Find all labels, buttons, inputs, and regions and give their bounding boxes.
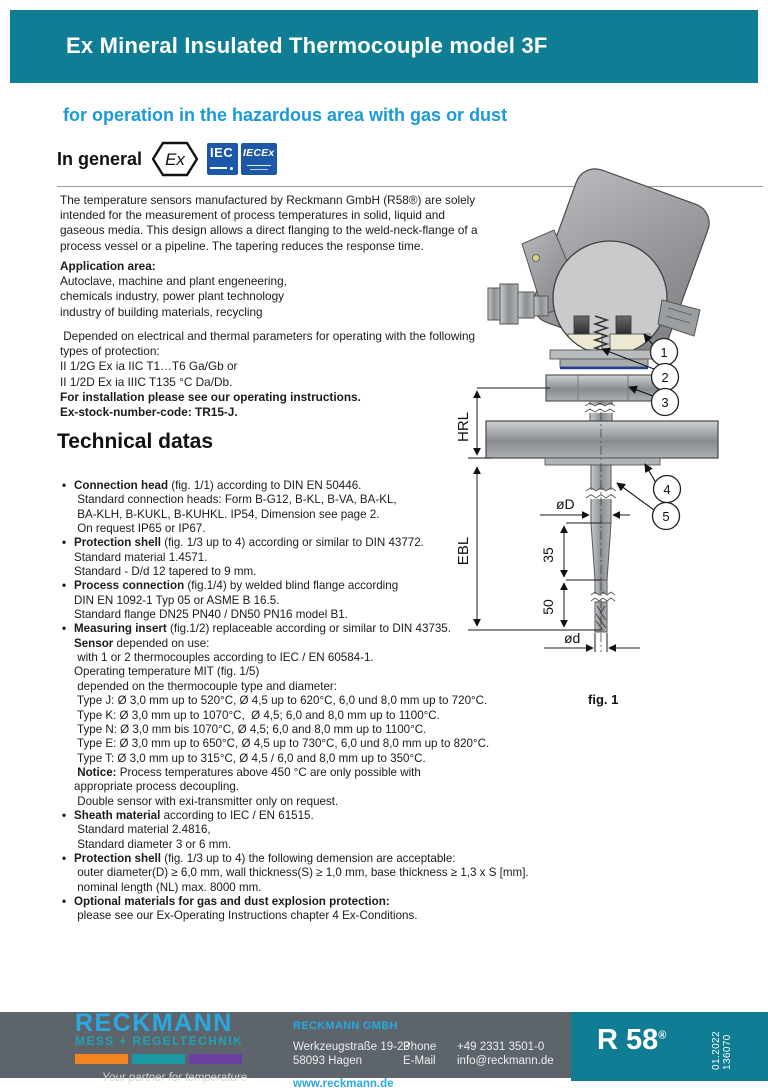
text-line: Autoclave, machine and plant engeneering, <box>60 274 287 289</box>
callout-4 <box>654 476 681 503</box>
email-link[interactable]: info@reckmann.de <box>457 1054 554 1067</box>
text-line: • Measuring insert (fig.1/2) replaceable according or similar to DIN 43735. <box>74 622 451 636</box>
iec-logo-text: IEC <box>210 145 234 160</box>
bullet-item <box>60 895 529 924</box>
contact-block <box>403 1041 554 1068</box>
text-line: Standard material 1.4571. <box>74 550 208 564</box>
ex-logo-text: Ex <box>165 150 185 169</box>
text-line: depended on the thermocouple type and diameter: <box>74 679 337 693</box>
brand-name: RECKMANN <box>75 1009 233 1037</box>
dim-label-ebl: EBL <box>455 536 472 566</box>
dim-label-35: 35 <box>540 547 556 563</box>
callout-2 <box>652 364 679 391</box>
text-line: • Optional materials for gas and dust explosion protection: <box>74 894 390 908</box>
svg-text:3: 3 <box>661 395 669 410</box>
text-line: For installation please see our operating instructions. <box>60 389 361 404</box>
text-line: gaseous media. This design allows a direct flanging to the weld-neck-flange of a <box>60 223 478 238</box>
svg-text:4: 4 <box>663 482 671 497</box>
text-line: Standard flange DN25 PN40 / DN50 PN16 model B1. <box>74 608 348 622</box>
text-line: Type N: Ø 3,0 mm bis 1070°C, Ø 4,5; 6,0 and 8,0 mm up to 1100°C. <box>74 722 427 736</box>
text-line: Standard material 2.4816, <box>74 823 211 837</box>
text-line: DIN EN 1092-1 Typ 05 or ASME B 16.5. <box>74 593 280 607</box>
flange-drawing <box>486 421 718 465</box>
email-label: E-Mail <box>403 1054 436 1067</box>
text-line: Double sensor with exi-transmitter only on request. <box>74 794 339 808</box>
iec-logo-icon <box>207 143 238 175</box>
figure-caption: fig. 1 <box>588 692 619 707</box>
text-line: II 1/2G Ex ia IIC T1…T6 Ga/Gb or <box>60 359 238 374</box>
phone-label: Phone <box>403 1041 437 1053</box>
text-line: Type E: Ø 3,0 mm up to 650°C, Ø 4,5 up to 730°C, 6,0 und 8,0 mm up to 820°C. <box>74 737 490 751</box>
header-bar <box>10 10 758 83</box>
section-heading-in-general: In general <box>57 148 143 169</box>
r58-badge: R 58® <box>597 1024 667 1056</box>
text-line: Application area: <box>60 259 156 273</box>
text-line: Operating temperature MIT (fig. 1/5) <box>74 665 260 679</box>
text-line: please see our Ex-Operating Instructions chapter 4 Ex-Conditions. <box>74 909 418 923</box>
text-line: with 1 or 2 thermocouples according to IEC / EN 60584-1. <box>74 651 374 665</box>
text-line: intended for the measurement of process temperatures in solid, liquid and <box>60 208 445 223</box>
svg-text:2: 2 <box>661 370 669 385</box>
text-line: The temperature sensors manufactured by Reckmann GmbH (R58®) are solely <box>60 193 476 207</box>
text-line: Sensor depended on use: <box>74 636 210 650</box>
text-line: types of protection: <box>60 344 160 359</box>
connection-head-drawing <box>488 163 715 422</box>
svg-text:5: 5 <box>662 509 670 524</box>
text-line: Ex-stock-number-code: TR15-J. <box>60 405 238 420</box>
intro-paragraph <box>60 193 478 254</box>
brand-tagline: Your partner for temperature <box>101 1072 247 1084</box>
ex-hazard-logo-icon <box>152 141 198 177</box>
text-line: • Process connection (fig.1/4) by welded blind flange according <box>74 579 399 593</box>
text-line: nominal length (NL) max. 8000 mm. <box>74 880 262 894</box>
document-number: 01.2022 136070 <box>711 1031 733 1070</box>
technical-datas-heading: Technical datas <box>57 430 214 453</box>
iecex-logo-icon <box>241 143 277 175</box>
svg-text:1: 1 <box>660 345 668 360</box>
iecex-logo-text: IECEx <box>243 147 275 159</box>
thermocouple-figure <box>450 158 768 718</box>
text-line: Standard - D/d 12 tapered to 9 mm. <box>74 565 257 579</box>
website-link[interactable]: www.reckmann.de <box>293 1078 394 1090</box>
text-line: chemicals industry, power plant technology <box>60 289 285 304</box>
dim-label-hrl: HRL <box>455 411 472 443</box>
text-line: • Protection shell (fig. 1/3 up to 4) the following demension are acceptable: <box>74 851 456 865</box>
callout-5 <box>653 503 680 530</box>
company-address: Werkzeugstraße 19-23 58093 Hagen <box>293 1041 410 1067</box>
protection-types-block <box>60 329 475 420</box>
text-line: Type J: Ø 3,0 mm up to 520°C, Ø 4,5 up to 620°C, 6,0 und 8,0 mm up to 720°C. <box>74 694 488 708</box>
bullet-item <box>60 809 529 852</box>
text-line: Type K: Ø 3,0 mm up to 1070°C, Ø 4,5; 6,0 and 8,0 mm up to 1100°C. <box>74 708 440 722</box>
brand-subline: MESS + REGELTECHNIK <box>75 1034 244 1048</box>
text-line: BA-KLH, B-KUKL, B-KUHKL. IP54, Dimension see page 2. <box>74 507 380 521</box>
text-line: Type T: Ø 3,0 mm up to 315°C, Ø 4,5 / 6,0 and 8,0 mm up to 350°C. <box>74 751 426 765</box>
brand-bar-orange <box>75 1054 128 1064</box>
dim-label-50: 50 <box>540 599 556 615</box>
page-title: Ex Mineral Insulated Thermocouple model 3F <box>66 33 548 58</box>
text-line: • Sheath material according to IEC / EN 61515. <box>74 808 314 822</box>
text-line: II 1/2D Ex ia IIIC T135 °C Da/Db. <box>60 374 233 389</box>
company-name: RECKMANN GMBH <box>293 1020 398 1032</box>
brand-color-bars <box>75 1054 247 1064</box>
in-general-row <box>57 140 277 178</box>
text-line: • Protection shell (fig. 1/3 up to 4) according or similar to DIN 43772. <box>74 536 424 550</box>
company-logo <box>75 1011 247 1084</box>
text-line: Standard diameter 3 or 6 mm. <box>74 837 232 851</box>
page-subtitle: for operation in the hazardous area with gas or dust <box>63 105 508 125</box>
text-line: Notice: Process temperatures above 450 °C are only possible with <box>74 765 421 779</box>
callout-1 <box>651 339 678 366</box>
text-line: Standard connection heads: Form B-G12, B-KL, B-VA, BA-KL, <box>74 493 397 507</box>
text-line: appropriate process decoupling. <box>74 780 239 794</box>
text-line: • Connection head (fig. 1/1) according to DIN EN 50446. <box>74 479 362 492</box>
text-line: industry of building materials, recycling <box>60 304 263 319</box>
dim-label-tip-diameter: ød <box>564 630 581 646</box>
brand-bar-purple <box>189 1054 242 1064</box>
company-address-block <box>293 1020 410 1090</box>
brand-bar-teal <box>132 1054 185 1064</box>
bullet-item <box>60 852 529 895</box>
text-line: On request IP65 or IP67. <box>74 522 206 536</box>
text-line: outer diameter(D) ≥ 6,0 mm, wall thickness(S) ≥ 1,0 mm, base thickness ≥ 1,3 x S [mm]. <box>74 866 529 880</box>
phone-number: +49 2331 3501-0 <box>457 1041 545 1053</box>
dim-label-outer-diameter: øD <box>556 496 575 512</box>
application-area-block <box>60 259 287 320</box>
text-line: process vessel or a pipeline. The tapering reduces the response time. <box>60 238 424 253</box>
text-line: Depended on electrical and thermal parameters for operating with the following <box>60 329 476 343</box>
callout-3 <box>652 389 679 416</box>
